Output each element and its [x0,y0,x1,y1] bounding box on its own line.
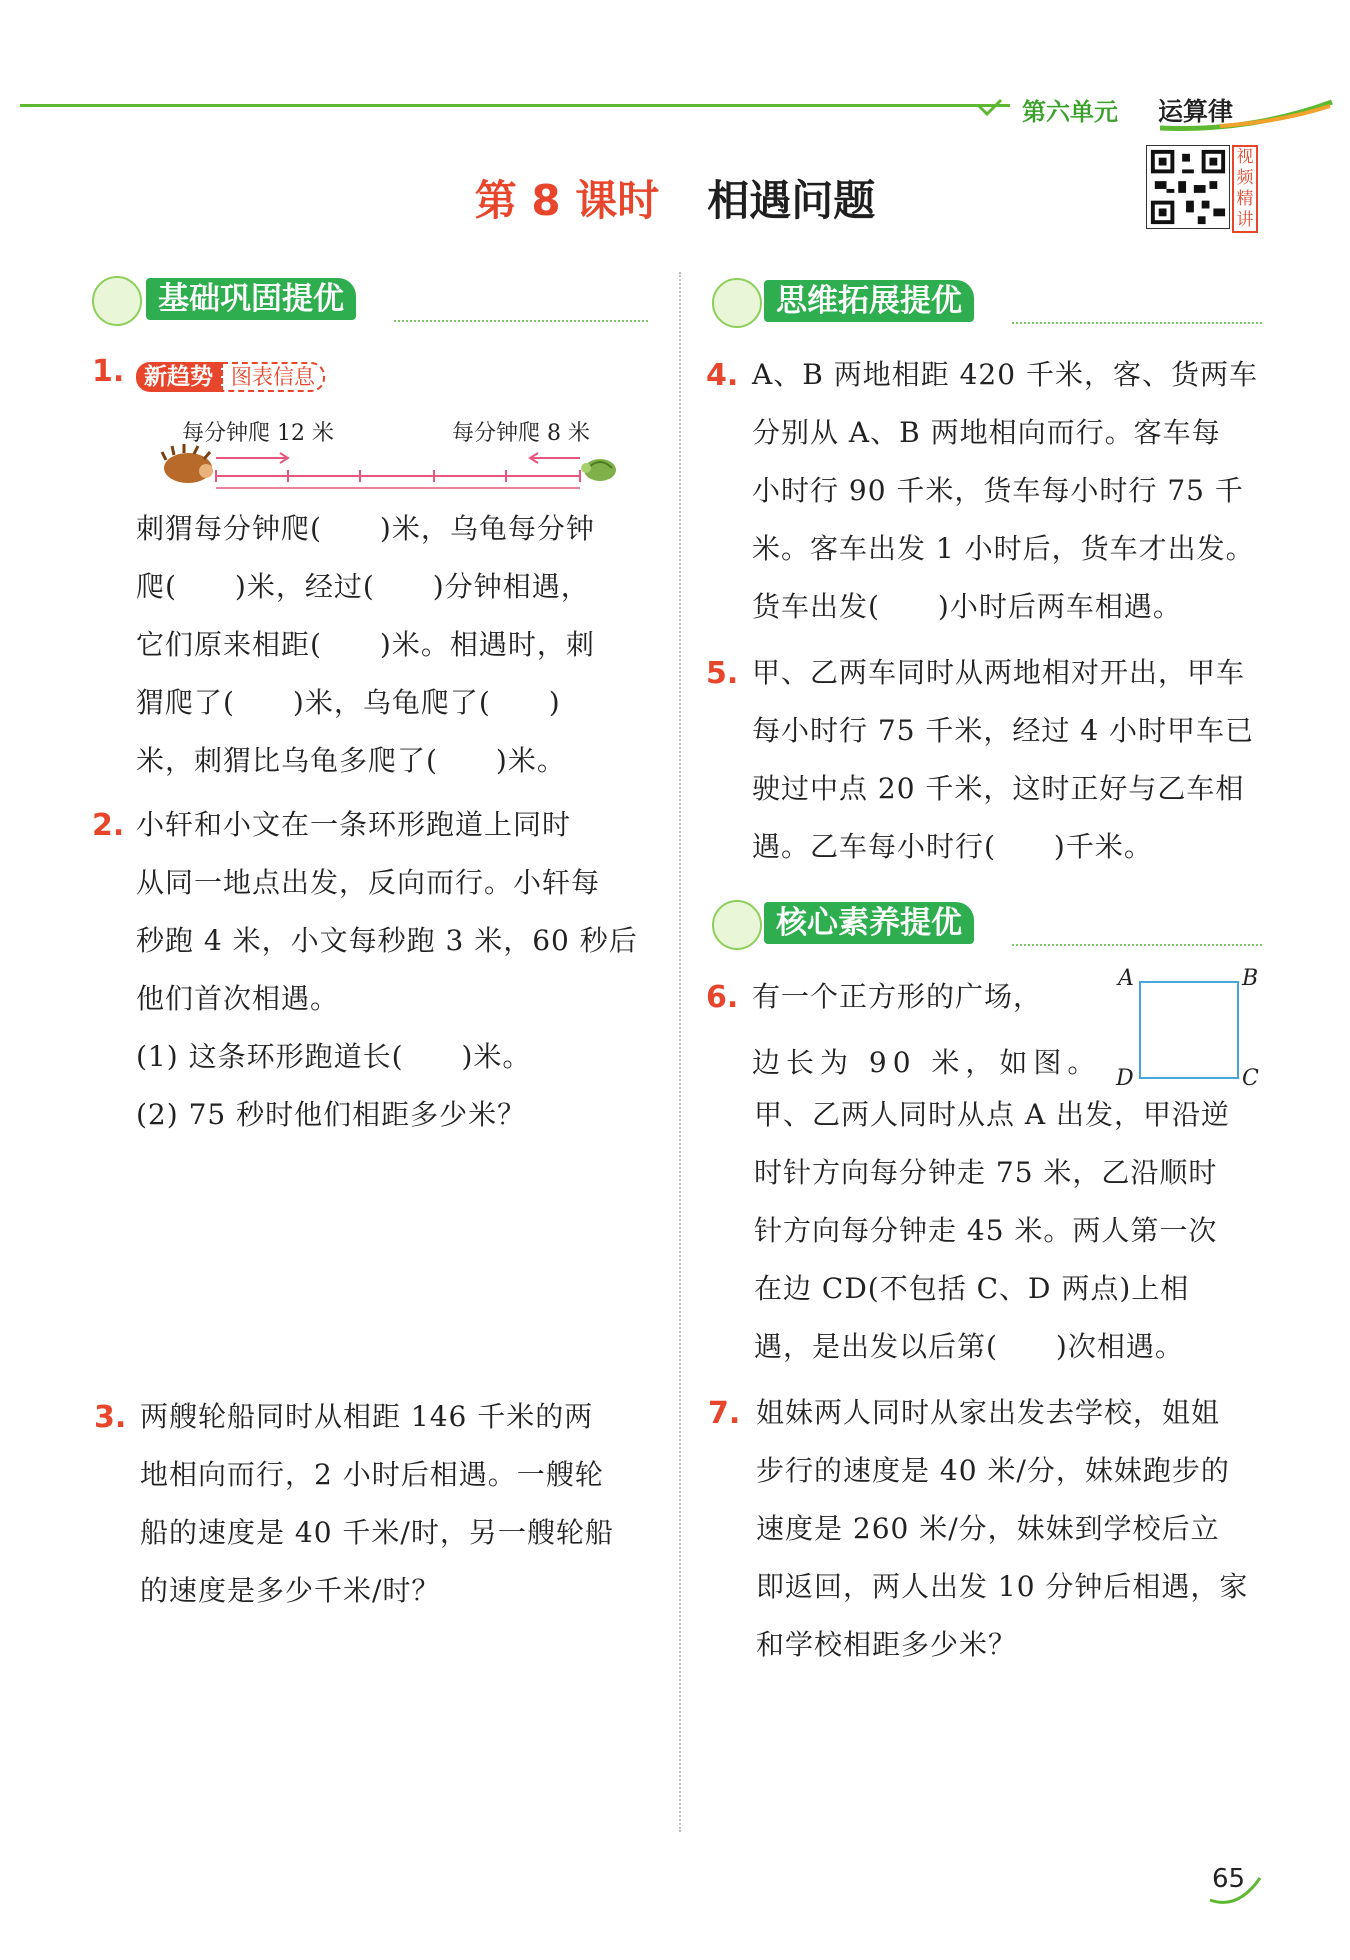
q5-line: 遇。乙车每小时行( )千米。 [752,830,1153,863]
q4-line: 小时行 90 千米，货车每小时行 75 千 [752,474,1244,507]
section-core-title: 核心素养提优 [764,902,974,944]
header-rule [20,104,1010,107]
q3-line: 的速度是多少千米/时？ [140,1574,441,1607]
turtle-icon [581,459,616,481]
q7-line: 步行的速度是 40 米/分，妹妹跑步的 [756,1454,1230,1487]
q6-body [754,1086,1230,1376]
corner-b-label: B [1242,966,1259,991]
q7-line: 姐妹两人同时从家出发去学校，姐姐 [756,1396,1221,1429]
q2-line: 秒跑 4 米，小文每秒跑 3 米，60 秒后 [136,924,638,957]
section-basic-title: 基础巩固提优 [146,278,356,320]
q1-number: 1. [92,354,125,389]
section-extend-title: 思维拓展提优 [764,280,974,322]
q1-tags [136,358,325,391]
q4-body [752,346,1258,636]
q4-line: 米。客车出发 1 小时后，货车才出发。 [752,532,1255,565]
corner-d-label: D [1116,1066,1134,1091]
q7-number: 7. [708,1396,741,1431]
q1-line: 爬( )米，经过( )分钟相遇， [136,570,590,603]
q3-line: 地相向而行，2 小时后相遇。一艘轮 [140,1458,604,1491]
corner-c-label: C [1242,1066,1259,1091]
q1-line: 它们原来相距( )米。相遇时，刺 [136,628,595,661]
q5-body [752,644,1254,876]
check-leaf-icon [975,96,1005,120]
section-basic-rule [394,320,648,322]
q3-number: 3. [94,1400,127,1435]
q6-line: 在边 CD(不包括 C、D 两点)上相 [754,1272,1190,1305]
q4-line: 货车出发( )小时后两车相遇。 [752,590,1182,623]
section-core-rule [1012,944,1262,946]
q6-line: 甲、乙两人同时从点 A 出发，甲沿逆 [754,1098,1231,1131]
q7-body [756,1384,1248,1674]
q2-sub2: (2) 75 秒时他们相距多少米？ [136,1098,527,1131]
q6-line2: 边长为 90 米，如图。 [752,1046,1102,1079]
q6-line: 时针方向每分钟走 75 米，乙沿顺时 [754,1156,1218,1189]
section-extend-rule [1012,322,1262,324]
q5-line: 每小时行 75 千米，经过 4 小时甲车已 [752,714,1255,747]
qr-video-label[interactable]: 视频精讲 [1232,145,1258,233]
q1-turtle-speed: 每分钟爬 8 米 [452,421,590,446]
column-divider [679,272,681,1832]
q3-line: 船的速度是 40 千米/时，另一艘轮船 [140,1516,614,1549]
page-swoosh-decoration [1208,1874,1264,1908]
q5-number: 5. [706,656,739,691]
corner-a-label: A [1118,966,1134,991]
q6-line: 针方向每分钟走 45 米。两人第一次 [754,1214,1218,1247]
q2-body [136,796,638,1144]
q2-sub1: (1) 这条环形跑道长( )米。 [136,1040,532,1073]
q1-meeting-diagram [160,444,620,494]
lesson-number: 第 8 课时 [474,176,660,225]
q7-line: 即返回，两人出发 10 分钟后相遇，家 [756,1570,1249,1603]
q1-line: 猬爬了( )米，乌龟爬了( ) [136,686,561,719]
q4-number: 4. [706,358,739,393]
swoosh-decoration [1160,96,1335,136]
q5-line: 甲、乙两车同时从两地相对开出，甲车 [752,656,1246,689]
qr-code-icon[interactable] [1146,145,1230,229]
unit-topic: 运算律 [1158,97,1234,126]
lesson-topic: 相遇问题 [707,176,876,225]
q7-line: 和学校相距多少米？ [756,1628,1018,1661]
q1-line: 米，刺猬比乌龟多爬了( )米。 [136,744,566,777]
q2-number: 2. [92,808,125,843]
q1-body [136,500,595,790]
q2-line: 他们首次相遇。 [136,982,340,1015]
q6-line1: 有一个正方形的广场， [752,980,1043,1013]
q1-chart-tag: 图表信息 [221,362,325,392]
trophy-icon [712,900,762,950]
hedgehog-icon [162,444,213,483]
q4-line: 分别从 A、B 两地相向而行。客车每 [752,416,1221,449]
q6-line: 遇，是出发以后第( )次相遇。 [754,1330,1184,1363]
page-number: 65 [1212,1864,1246,1894]
q1-hedgehog-speed: 每分钟爬 12 米 [182,421,334,446]
q6-number: 6. [706,980,739,1015]
q7-line: 速度是 260 米/分，妹妹到学校后立 [756,1512,1220,1545]
gear-leaf-icon [92,276,142,326]
q3-line: 两艘轮船同时从相距 146 千米的两 [140,1400,594,1433]
q1-trend-tag: 新趋势 [136,362,221,392]
q2-line: 小轩和小文在一条环形跑道上同时 [136,808,572,841]
q1-line: 刺猬每分钟爬( )米，乌龟每分钟 [136,512,595,545]
unit-label: 第六单元 [1022,98,1118,126]
q3-body [140,1388,614,1620]
q4-line: A、B 两地相距 420 千米，客、货两车 [752,358,1258,391]
q2-line: 从同一地点出发，反向而行。小轩每 [136,866,601,899]
sprout-icon [712,278,762,328]
q5-line: 驶过中点 20 千米，这时正好与乙车相 [752,772,1245,805]
